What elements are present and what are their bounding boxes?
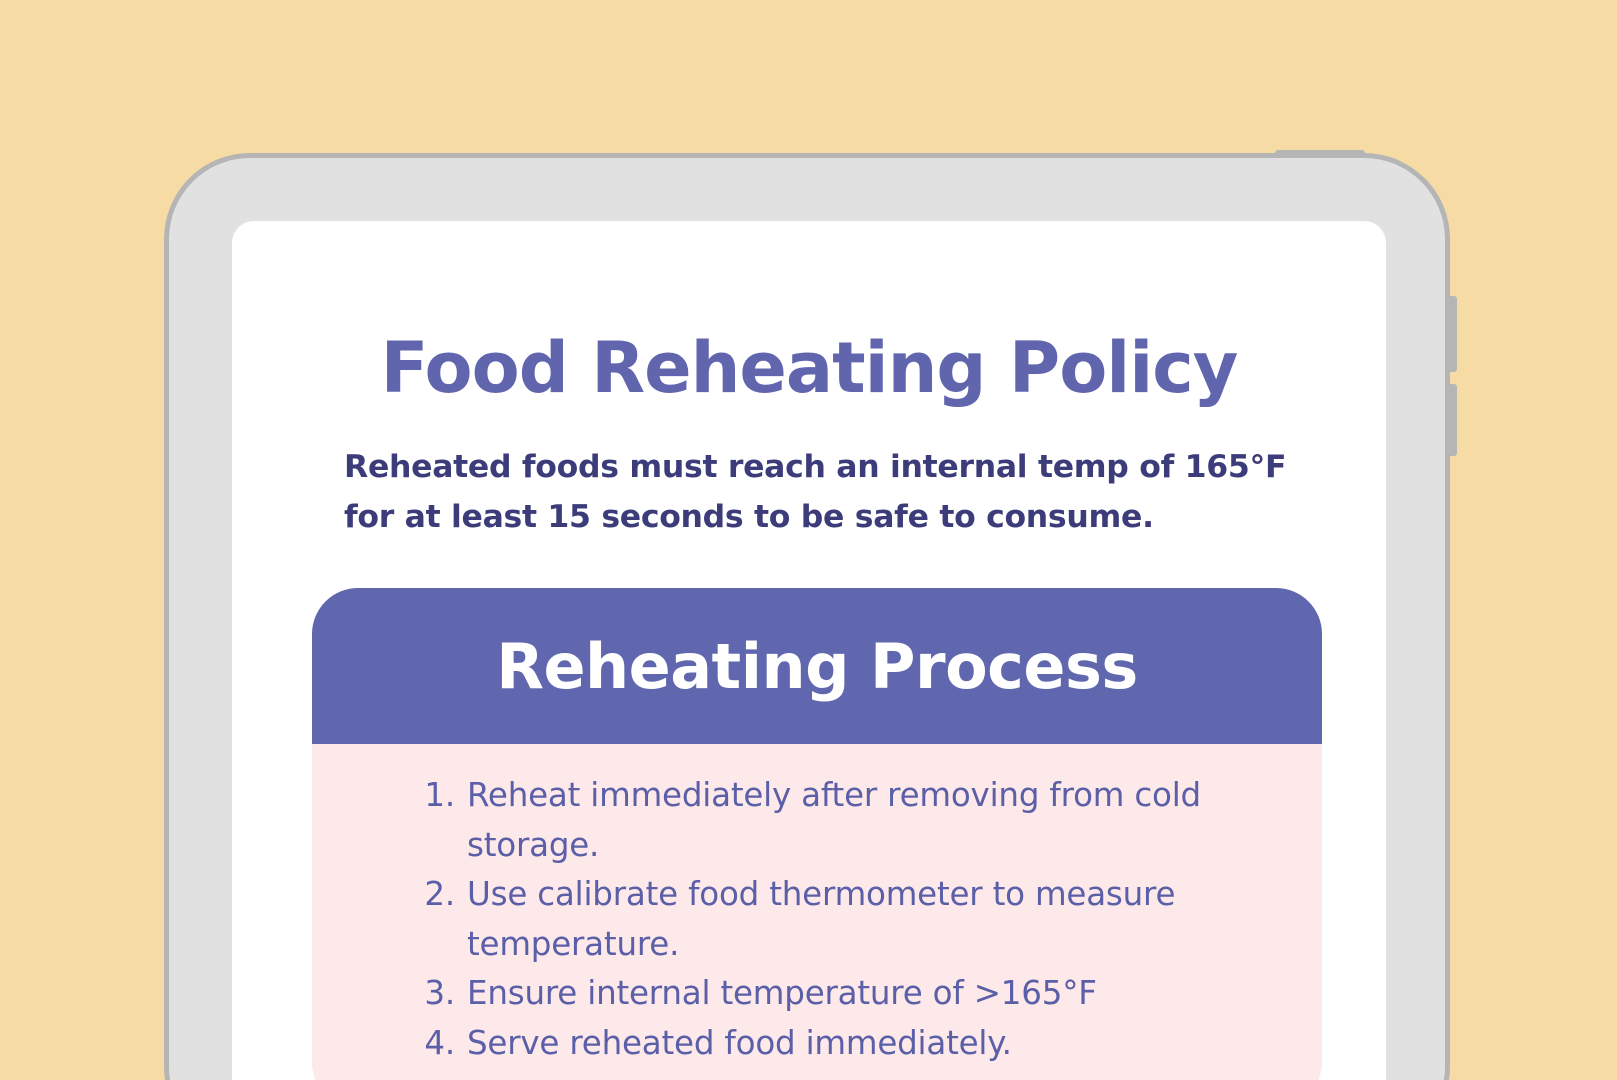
page-title: Food Reheating Policy [380,327,1238,409]
step-number: 1. [424,776,455,814]
step-text: Ensure internal temperature of >165°F [467,974,1097,1012]
steps-list [415,771,1255,1068]
list-item [415,870,1255,969]
step-number: 3. [424,974,455,1012]
list-item [415,771,1255,870]
step-text: Reheat immediately after removing from cold storage. [467,776,1201,864]
intro-text: Reheated foods must reach an internal temp of 165°F for at least 15 seconds to be safe to consume. [344,449,1287,535]
step-number: 2. [424,875,455,913]
step-text: Use calibrate food thermometer to measure temperature. [467,875,1176,963]
list-item [415,1019,1255,1069]
list-item [415,969,1255,1019]
reheating-process-card [312,588,1322,1080]
step-number: 4. [424,1023,455,1062]
card-title: Reheating Process [496,629,1138,703]
card-header [312,588,1322,744]
step-text: Serve reheated food immediately. [467,1023,1012,1062]
